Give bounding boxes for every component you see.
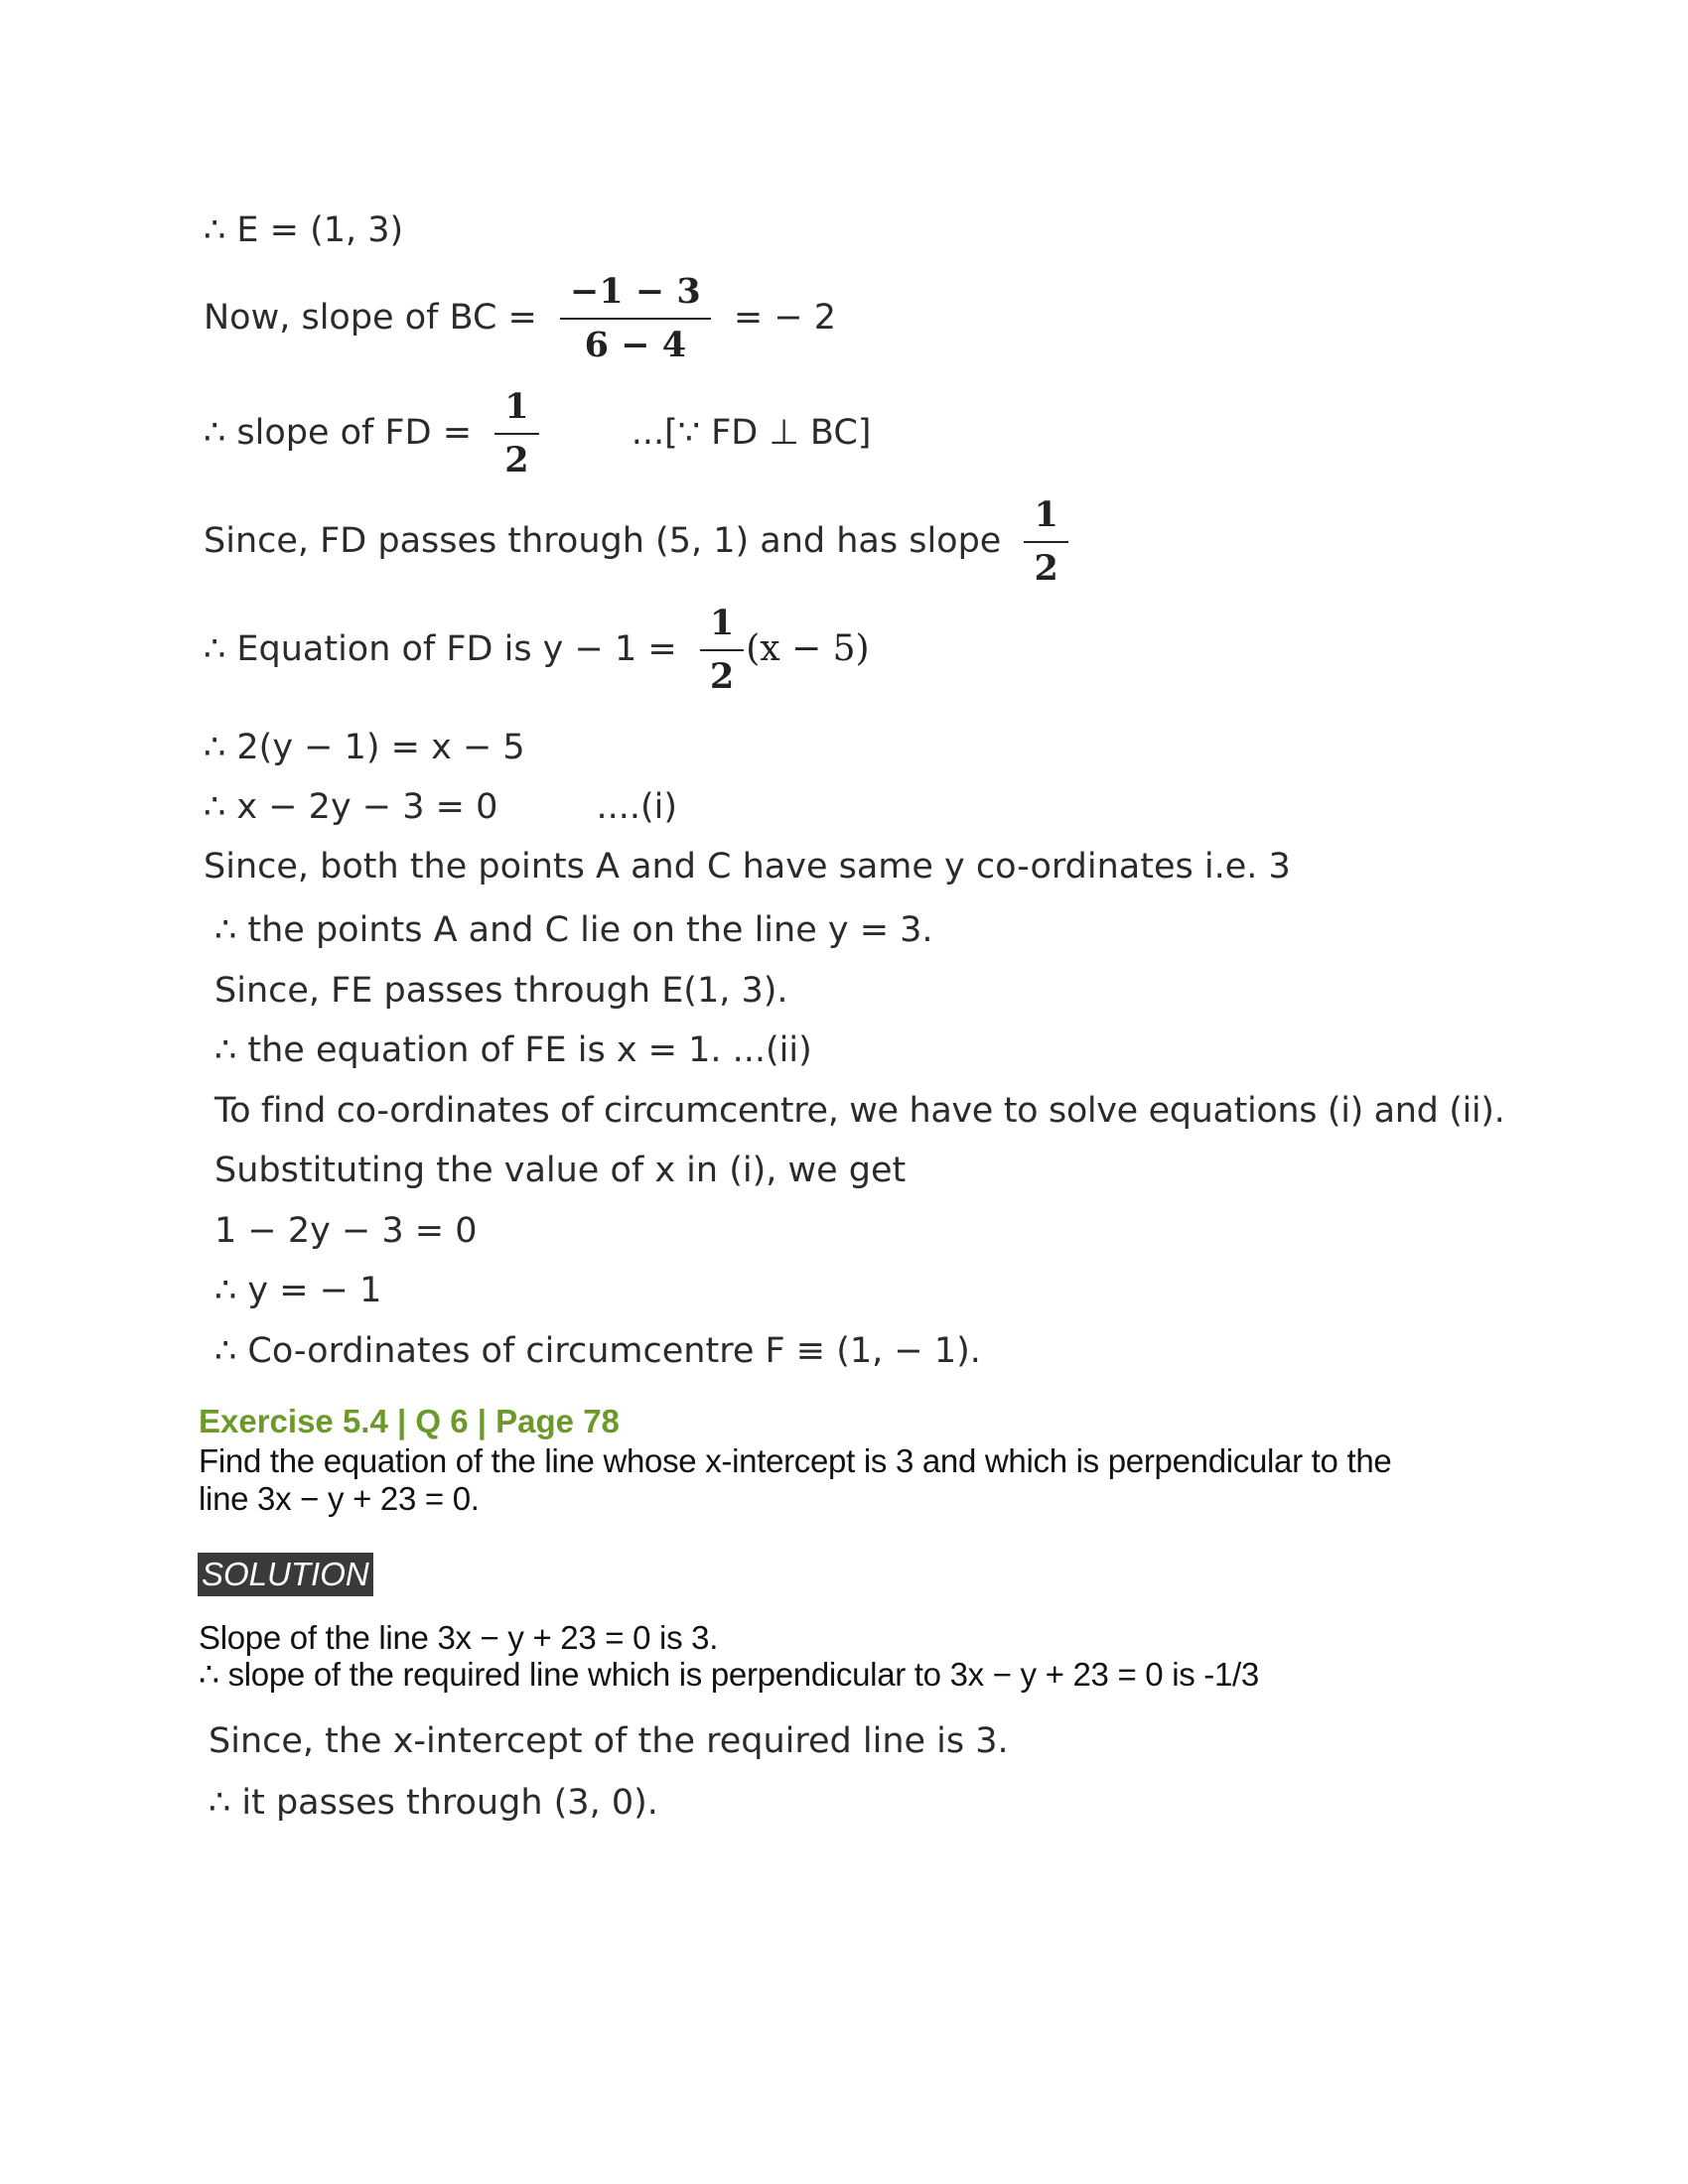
equation-fd-line bbox=[204, 602, 870, 699]
step-1-2y-line: 1 − 2y − 3 = 0 bbox=[214, 1211, 478, 1251]
slope-fd-denominator: 2 bbox=[504, 440, 529, 480]
to-find-line: To find co-ordinates of circumcentre, we have to solve equations (i) and (ii). bbox=[214, 1091, 1505, 1131]
solution-line-4: ∴ it passes through (3, 0). bbox=[209, 1783, 658, 1823]
circumcentre-coords-line: ∴ Co-ordinates of circumcentre F ≡ (1, − 1). bbox=[214, 1331, 981, 1371]
ac-on-line: ∴ the points A and C lie on the line y = 3. bbox=[214, 910, 933, 950]
same-y-line: Since, both the points A and C have same y co-ordinates i.e. 3 bbox=[204, 847, 1291, 887]
equation-fd-prefix: ∴ Equation of FD is y − 1 = bbox=[204, 629, 677, 669]
solution-line-3: Since, the x-intercept of the required line is 3. bbox=[209, 1721, 1009, 1761]
slope-bc-fraction bbox=[560, 270, 711, 367]
step-x2y-tag: ....(i) bbox=[596, 787, 678, 827]
question-line-2: line 3x − y + 23 = 0. bbox=[199, 1480, 480, 1517]
fd-passes-fraction bbox=[1024, 493, 1067, 591]
slope-fd-fraction bbox=[494, 385, 538, 482]
slope-bc-numerator: −1 − 3 bbox=[560, 270, 711, 320]
y-value-line: ∴ y = − 1 bbox=[214, 1271, 382, 1310]
equation-fd-suffix: (x − 5) bbox=[746, 628, 870, 669]
equation-fd-fraction bbox=[700, 602, 744, 699]
exercise-header: Exercise 5.4 | Q 6 | Page 78 bbox=[199, 1403, 620, 1439]
slope-fd-numerator: 1 bbox=[494, 385, 538, 435]
equation-fd-denominator: 2 bbox=[709, 656, 735, 697]
e-coordinate-line: ∴ E = (1, 3) bbox=[204, 210, 404, 250]
step-x2y-equation: ∴ x − 2y − 3 = 0 bbox=[204, 787, 498, 827]
substitute-line: Substituting the value of x in (i), we get bbox=[214, 1151, 907, 1190]
fd-passes-line bbox=[204, 493, 1080, 591]
solution-line-2: ∴ slope of the required line which is perpendicular to 3x − y + 23 = 0 is -1/3 bbox=[199, 1656, 1259, 1693]
slope-bc-line bbox=[204, 270, 836, 367]
slope-fd-prefix: ∴ slope of FD = bbox=[204, 413, 473, 453]
step-2y-line: ∴ 2(y − 1) = x − 5 bbox=[204, 728, 525, 767]
equation-fd-numerator: 1 bbox=[700, 602, 744, 651]
question-line-1: Find the equation of the line whose x-intercept is 3 and which is perpendicular to the bbox=[199, 1442, 1392, 1479]
fe-equation-line: ∴ the equation of FE is x = 1. ...(ii) bbox=[214, 1030, 812, 1070]
slope-bc-denominator: 6 − 4 bbox=[584, 325, 687, 365]
fd-passes-denominator: 2 bbox=[1034, 548, 1058, 589]
slope-fd-line bbox=[204, 385, 871, 482]
slope-bc-suffix: = − 2 bbox=[733, 298, 837, 338]
slope-bc-prefix: Now, slope of BC = bbox=[204, 298, 537, 338]
solution-label: SOLUTION bbox=[198, 1553, 373, 1596]
fd-passes-prefix: Since, FD passes through (5, 1) and has slope bbox=[204, 521, 1002, 561]
step-x2y-line bbox=[204, 785, 677, 829]
slope-fd-reason: ...[∵ FD ⊥ BC] bbox=[631, 413, 872, 453]
fd-passes-numerator: 1 bbox=[1024, 493, 1067, 543]
solution-line-1: Slope of the line 3x − y + 23 = 0 is 3. bbox=[199, 1619, 719, 1656]
fe-passes-line: Since, FE passes through E(1, 3). bbox=[214, 971, 788, 1011]
